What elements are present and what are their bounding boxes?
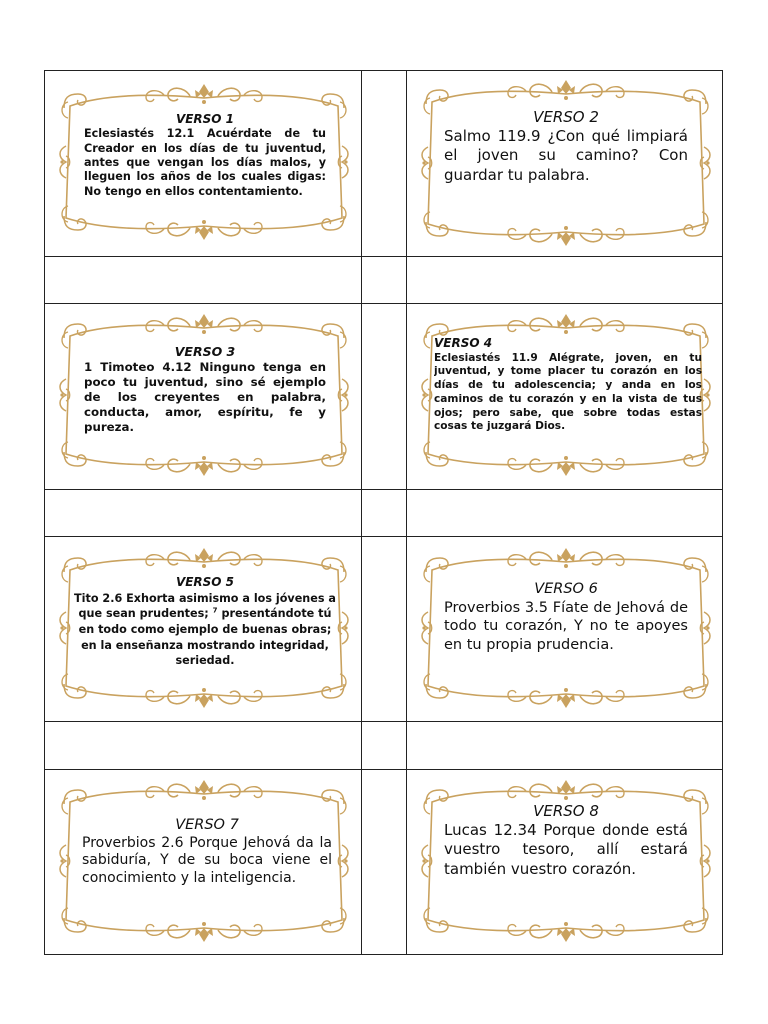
verse-title: VERSO 2 (533, 108, 599, 126)
verse-title: VERSO 8 (533, 802, 599, 820)
verse-card-2 (418, 78, 714, 248)
verse-card-1 (56, 82, 352, 242)
verse-card-3 (56, 312, 352, 478)
verse-card-5 (56, 546, 352, 710)
verse-text: Proverbios 2.6 Porque Jehová da la sabiduría, Y de su boca viene el conocimiento y la inteligencia. (82, 834, 332, 887)
verse-title: VERSO 7 (175, 817, 239, 833)
verse-text: Tito 2.6 Exhorta asimismo a los jóvenes a que sean prudentes; $^7$ presentándote tú en todo como ejemplo de buenas obras; en la enseñanza mostrando integridad, seriedad. (74, 591, 336, 668)
grid-divider-row (44, 256, 723, 257)
verse-text: Eclesiastés 11.9 Alégrate, joven, en tu juventud, y tome placer tu corazón en los días de tu adolescencia; y anda en los caminos de tu corazón y en la vista de tus ojos; pero sabe, que sobre todas estas cosas te juzgará Dios. (434, 351, 702, 433)
grid-divider-row (44, 303, 723, 304)
verse-title: VERSO 4 (434, 336, 493, 350)
grid-divider-row (44, 769, 723, 770)
verse-card-8 (418, 778, 714, 944)
verse-text: Lucas 12.34 Porque donde está vuestro tesoro, allí estará también vuestro corazón. (444, 821, 688, 878)
verse-text: 1 Timoteo 4.12 Ninguno tenga en poco tu juventud, sino sé ejemplo de los creyentes en palabra, conducta, amor, espíritu, fe y pureza. (84, 360, 326, 435)
verse-text: Salmo 119.9 ¿Con qué limpiará el joven su camino? Con guardar tu palabra. (444, 127, 688, 184)
verse-card-6 (418, 546, 714, 710)
verse-card-4 (418, 312, 714, 478)
verse-title: VERSO 1 (175, 112, 235, 126)
grid-divider-row (44, 489, 723, 490)
grid-divider-row (44, 536, 723, 537)
verse-number-sup: 7 (212, 606, 218, 615)
verse-title: VERSO 6 (534, 581, 598, 597)
verse-text: Proverbios 3.5 Fíate de Jehová de todo tu corazón, Y no te apoyes en tu propia prudencia. (444, 599, 688, 653)
verse-title: VERSO 5 (175, 575, 235, 589)
verse-title: VERSO 3 (174, 344, 236, 359)
grid-divider-col (361, 70, 362, 955)
grid-divider-col (406, 70, 407, 955)
verse-text: Eclesiastés 12.1 Acuérdate de tu Creador en los días de tu juventud, antes que vengan los días malos, y lleguen los años de los cuales digas: No tengo en ellos contentamiento. (84, 127, 326, 198)
verse-card-7 (56, 778, 352, 944)
grid-divider-row (44, 721, 723, 722)
